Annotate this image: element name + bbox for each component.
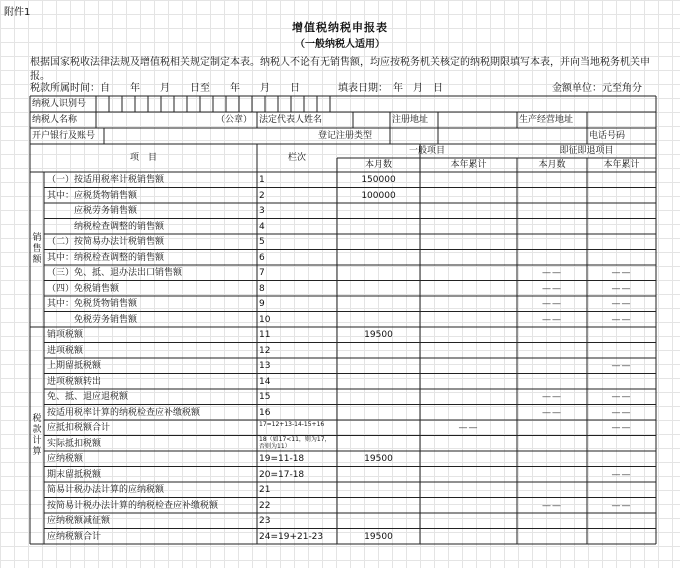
- not-applicable-mark: ——: [542, 407, 562, 418]
- amount-cell-g-year[interactable]: [420, 455, 517, 467]
- amount-cell-g-year[interactable]: [420, 393, 517, 405]
- amount-cell-g-month[interactable]: 100000: [361, 190, 396, 201]
- amount-cell-r-month[interactable]: [517, 331, 587, 343]
- amount-cell-g-month[interactable]: 19500: [364, 454, 393, 464]
- row-line-number: 7: [259, 268, 265, 278]
- taxpayer-name-label: 纳税人名称: [32, 115, 78, 125]
- not-applicable-mark: ——: [611, 407, 632, 418]
- amount-cell-g-month[interactable]: [337, 409, 420, 421]
- row-item-label: 进项税额转出: [47, 376, 102, 387]
- amount-cell-r-month[interactable]: [517, 238, 587, 250]
- amount-cell-g-month[interactable]: [337, 347, 420, 359]
- amount-cell-r-month[interactable]: [517, 486, 587, 498]
- row-line-number: 20=17-18: [259, 469, 305, 480]
- row-item-label: 应抵扣税额合计: [47, 423, 111, 433]
- seal-label: （公章）: [216, 115, 253, 125]
- not-applicable-mark: ——: [611, 469, 632, 480]
- amount-cell-g-month[interactable]: [337, 362, 420, 374]
- section-label-sales: 销售额: [32, 232, 42, 265]
- row-item-label: 应纳税额合计: [47, 531, 102, 542]
- row-item-label: 应纳税额减征额: [47, 516, 111, 526]
- amount-cell-g-year[interactable]: [420, 285, 517, 297]
- amount-cell-g-month[interactable]: [337, 424, 420, 436]
- annex-label: 附件1: [4, 7, 31, 18]
- amount-cell-g-year[interactable]: [420, 471, 517, 483]
- row-line-number: 8: [259, 283, 265, 294]
- row-line-number: 17=12+13-14-15+16: [259, 420, 325, 428]
- amount-cell-g-year[interactable]: [420, 486, 517, 498]
- not-applicable-mark: ——: [542, 268, 562, 278]
- row-item-label: 进项税额: [47, 345, 84, 356]
- row-line-number: 23: [259, 516, 271, 526]
- amount-cell-r-month[interactable]: [517, 455, 587, 467]
- not-applicable-mark: ——: [611, 500, 632, 511]
- amount-cell-r-month[interactable]: [517, 440, 587, 452]
- reg-type-label: 登记注册类型: [318, 131, 373, 141]
- not-applicable-mark: ——: [611, 423, 632, 433]
- amount-cell-g-year[interactable]: [420, 533, 517, 545]
- amount-cell-g-month[interactable]: [337, 316, 420, 328]
- amount-cell-g-month[interactable]: [337, 285, 420, 297]
- amount-cell-r-year[interactable]: [587, 331, 656, 343]
- not-applicable-mark: ——: [611, 299, 632, 309]
- row-line-number: 21: [259, 485, 271, 495]
- row-item-label: 其中：免税货物销售额: [47, 299, 138, 309]
- col-header-general-month: 本月数: [364, 160, 392, 170]
- row-line-number: 6: [259, 252, 265, 263]
- amount-cell-g-year[interactable]: [420, 238, 517, 250]
- not-applicable-mark: ——: [542, 299, 562, 309]
- amount-cell-r-month[interactable]: [517, 517, 587, 529]
- amount-cell-g-year[interactable]: [420, 192, 517, 204]
- amount-cell-g-month[interactable]: [337, 440, 420, 452]
- amount-cell-r-year[interactable]: [587, 517, 656, 529]
- not-applicable-mark: ——: [611, 283, 632, 294]
- row-item-label: 上期留抵税额: [47, 361, 102, 371]
- taxpayer-id-label: 纳税人识别号: [32, 99, 87, 109]
- amount-unit: 金额单位：元至角分: [552, 83, 642, 94]
- amount-cell-g-month[interactable]: 150000: [361, 175, 396, 185]
- not-applicable-mark: ——: [611, 392, 632, 402]
- amount-cell-r-month[interactable]: [517, 471, 587, 483]
- row-line-number: 10: [259, 314, 271, 325]
- phone-field[interactable]: [438, 128, 587, 144]
- col-header-refund-year: 本年累计: [603, 160, 640, 170]
- tax-period-line: 税款所属时间：自 年 月 日至 年 月 日: [30, 83, 300, 94]
- amount-cell-g-month[interactable]: [337, 238, 420, 250]
- amount-cell-r-month[interactable]: [517, 347, 587, 359]
- col-header-refund: 即征即退项目: [559, 146, 614, 156]
- row-line-number: 5: [259, 237, 265, 247]
- bank-account-label: 开户银行及账号: [32, 131, 96, 141]
- amount-cell-r-year[interactable]: [587, 238, 656, 250]
- row-line-number: 15: [259, 392, 271, 402]
- amount-cell-g-year[interactable]: [420, 362, 517, 374]
- col-header-general-year: 本年累计: [450, 160, 487, 170]
- row-item-label: 应纳税额: [47, 454, 84, 464]
- amount-cell-g-year[interactable]: [420, 223, 517, 235]
- section-label-tax: 税款计算: [32, 413, 42, 457]
- row-item-label: 按简易计税办法计算的纳税检查应补缴税额: [47, 500, 219, 511]
- row-item-label: （三）免、抵、退办法出口销售额: [47, 268, 183, 278]
- not-applicable-mark: ——: [542, 392, 562, 402]
- bank-account-field[interactable]: [104, 128, 310, 144]
- amount-cell-g-month[interactable]: [337, 378, 420, 390]
- row-item-label: 其中：应税货物销售额: [47, 190, 138, 201]
- amount-cell-r-year[interactable]: [587, 533, 656, 545]
- amount-cell-r-year[interactable]: [587, 176, 656, 188]
- amount-cell-r-year[interactable]: [587, 347, 656, 359]
- amount-cell-r-year[interactable]: [587, 455, 656, 467]
- amount-cell-r-month[interactable]: [517, 378, 587, 390]
- row-item-label: 期末留抵税额: [47, 469, 102, 480]
- amount-cell-g-month[interactable]: [337, 471, 420, 483]
- amount-cell-r-month[interactable]: [517, 254, 587, 266]
- row-item-label: 应税劳务销售额: [47, 206, 138, 216]
- amount-cell-g-month[interactable]: [337, 300, 420, 312]
- row-item-label: 实际抵扣税额: [47, 438, 102, 449]
- amount-cell-g-year[interactable]: [420, 176, 517, 188]
- amount-cell-r-year[interactable]: [587, 254, 656, 266]
- reg-address-field[interactable]: [438, 112, 517, 128]
- amount-cell-r-year[interactable]: [587, 440, 656, 452]
- row-item-label: 免税劳务销售额: [47, 314, 138, 325]
- not-applicable-mark: ——: [611, 361, 632, 371]
- row-line-number: 14: [259, 376, 271, 387]
- form-title: 增值税纳税申报表: [292, 21, 388, 34]
- row-line-number: 3: [259, 206, 265, 216]
- row-line-number: 11: [259, 330, 271, 340]
- form-subtitle: （一般纳税人适用）: [295, 39, 385, 50]
- amount-cell-g-month[interactable]: [337, 517, 420, 529]
- amount-cell-r-year[interactable]: [587, 223, 656, 235]
- row-line-number: 1: [259, 175, 265, 185]
- amount-cell-r-month[interactable]: [517, 362, 587, 374]
- col-header-refund-month: 本月数: [538, 160, 566, 170]
- fill-date-line: 填表日期： 年 月 日: [338, 83, 443, 94]
- row-line-number: 4: [259, 221, 265, 232]
- not-applicable-mark: ——: [542, 314, 562, 325]
- amount-cell-r-month[interactable]: [517, 192, 587, 204]
- amount-cell-g-month[interactable]: 19500: [364, 330, 393, 340]
- row-line-number: 13: [259, 361, 271, 371]
- amount-cell-g-year[interactable]: [420, 269, 517, 281]
- row-item-label: 按适用税率计算的纳税检查应补缴税额: [47, 407, 201, 418]
- amount-cell-g-year[interactable]: [420, 300, 517, 312]
- row-line-number: 24=19+21-23: [259, 531, 324, 542]
- row-line-number: 2: [259, 190, 265, 201]
- amount-cell-g-year[interactable]: [420, 502, 517, 514]
- amount-cell-g-year[interactable]: [420, 409, 517, 421]
- row-line-number: 18（如17<11，则为17，否则为11）: [259, 436, 331, 450]
- amount-cell-g-year[interactable]: [420, 207, 517, 219]
- form-intro: 根据国家税收法律法规及增值税相关规定制定本表。纳税人不论有无销售额，均应按税务机关核定的纳税期限填写本表，并向当地税务机关申报。: [30, 57, 650, 82]
- legal-rep-label: 法定代表人姓名: [259, 115, 323, 125]
- col-header-item: 项 目: [129, 153, 157, 163]
- row-item-label: 销项税额: [47, 330, 84, 340]
- row-item-label: 简易计税办法计算的应纳税额: [47, 485, 165, 495]
- row-item-label: （二）按简易办法计税销售额: [47, 237, 165, 247]
- amount-cell-r-month[interactable]: [517, 207, 587, 219]
- col-header-general: 一般项目: [408, 146, 445, 156]
- row-line-number: 9: [259, 299, 265, 309]
- amount-cell-g-month[interactable]: [337, 207, 420, 219]
- amount-cell-g-year[interactable]: [420, 331, 517, 343]
- amount-cell-g-year[interactable]: [420, 440, 517, 452]
- business-address-label: 生产经营地址: [519, 115, 574, 125]
- not-applicable-mark: ——: [611, 268, 632, 278]
- amount-cell-g-year[interactable]: [420, 347, 517, 359]
- row-line-number: 19=11-18: [259, 454, 305, 464]
- amount-cell-g-month[interactable]: [337, 502, 420, 514]
- legal-rep-field[interactable]: [353, 112, 390, 128]
- amount-cell-g-month[interactable]: [337, 393, 420, 405]
- amount-cell-r-year[interactable]: [587, 486, 656, 498]
- amount-cell-g-year[interactable]: [420, 378, 517, 390]
- amount-cell-r-year[interactable]: [587, 192, 656, 204]
- business-address-field[interactable]: [587, 112, 656, 128]
- not-applicable-mark: ——: [542, 283, 562, 294]
- amount-cell-g-year[interactable]: [420, 254, 517, 266]
- amount-cell-g-month[interactable]: 19500: [364, 531, 393, 542]
- amount-cell-r-year[interactable]: [587, 378, 656, 390]
- amount-cell-g-year[interactable]: [420, 517, 517, 529]
- row-item-label: 纳税检查调整的销售额: [47, 221, 165, 232]
- col-header-line: 栏次: [287, 153, 306, 163]
- not-applicable-mark: ——: [542, 500, 562, 511]
- amount-cell-r-month[interactable]: [517, 223, 587, 235]
- amount-cell-g-month[interactable]: [337, 223, 420, 235]
- reg-type-field[interactable]: [390, 128, 438, 144]
- reg-address-label: 注册地址: [392, 115, 429, 125]
- row-item-label: 其中：纳税检查调整的销售额: [47, 252, 165, 263]
- row-item-label: （一）按适用税率计税销售额: [47, 175, 165, 185]
- row-line-number: 22: [259, 500, 271, 511]
- taxpayer-name-field[interactable]: [96, 112, 210, 128]
- not-applicable-mark: ——: [611, 314, 632, 325]
- amount-cell-r-month[interactable]: [517, 424, 587, 436]
- row-line-number: 16: [259, 407, 271, 418]
- phone-label: 电话号码: [589, 131, 626, 141]
- not-applicable-mark: ——: [458, 423, 479, 433]
- row-item-label: 免、抵、退应退税额: [47, 392, 129, 402]
- amount-cell-r-month[interactable]: [517, 533, 587, 545]
- amount-cell-g-year[interactable]: [420, 316, 517, 328]
- taxpayer-id-extra-field[interactable]: [333, 96, 656, 112]
- row-item-label: （四）免税销售额: [47, 283, 120, 294]
- amount-cell-g-month[interactable]: [337, 254, 420, 266]
- amount-cell-g-month[interactable]: [337, 486, 420, 498]
- row-line-number: 12: [259, 345, 271, 356]
- amount-cell-g-month[interactable]: [337, 269, 420, 281]
- amount-cell-r-month[interactable]: [517, 176, 587, 188]
- amount-cell-r-year[interactable]: [587, 207, 656, 219]
